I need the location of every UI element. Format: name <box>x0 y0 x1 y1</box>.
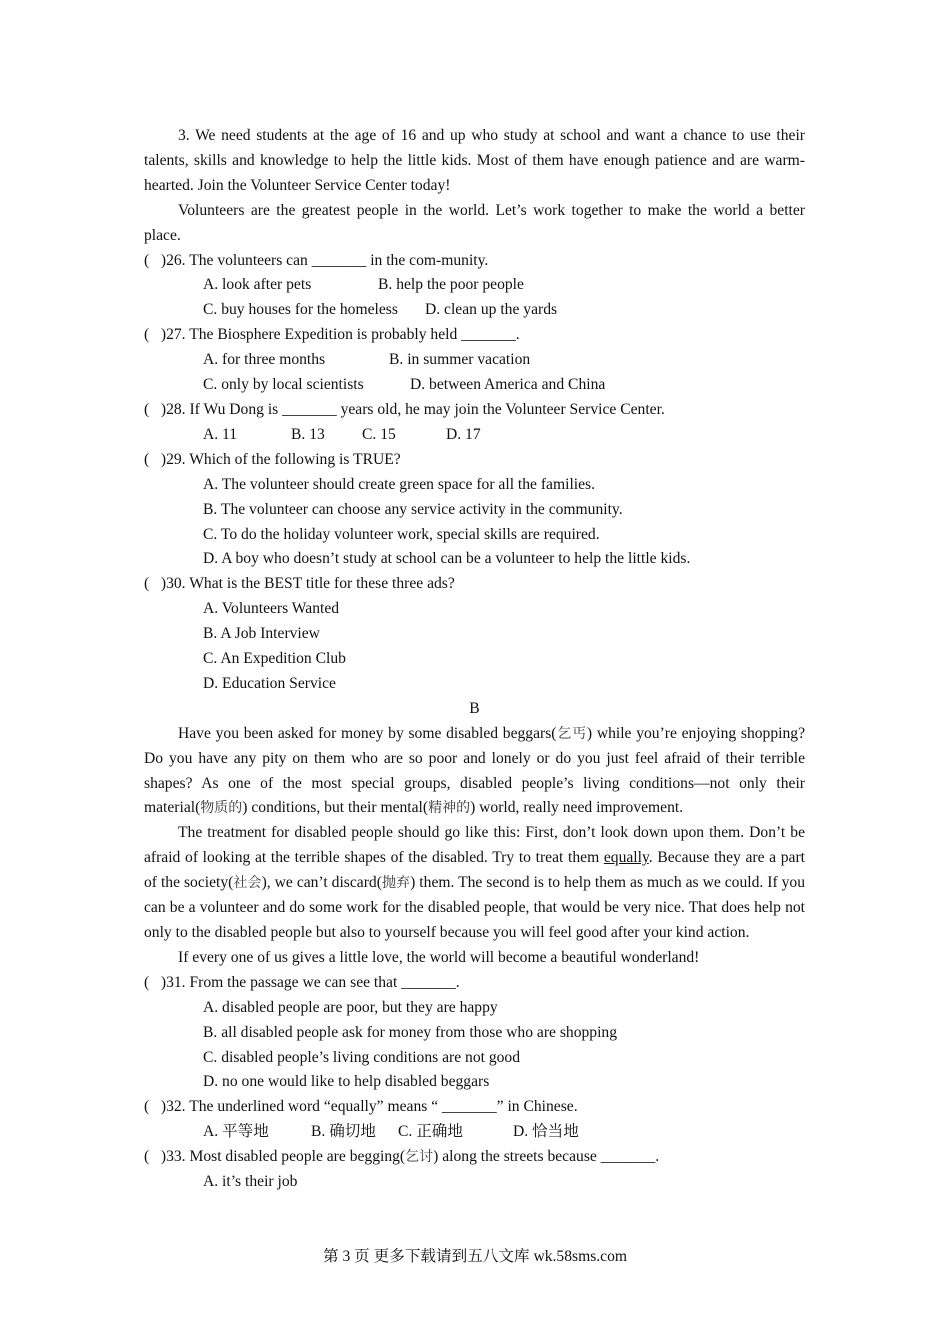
option-d: D. 17 <box>446 425 481 443</box>
chinese-gloss: 抛弃 <box>381 875 411 892</box>
option-b: B. The volunteer can choose any service activity in the community. <box>203 500 623 518</box>
passage-paragraph: Volunteers are the greatest people in the world. Let’s work together to make the world a better place. <box>144 201 805 244</box>
chinese-gloss: 乞丐 <box>556 725 587 742</box>
text: Have you been asked for money by some disabled beggars( <box>178 724 557 742</box>
document-page <box>144 124 805 1195</box>
text: . Because they are a part of the society( <box>144 849 806 892</box>
option-b: B. 确切地 <box>311 1123 376 1141</box>
option-c: C. buy houses for the homeless <box>203 301 398 319</box>
chinese-gloss: 社会 <box>233 875 262 892</box>
option-d: D. A boy who doesn’t study at school can be a volunteer to help the little kids. <box>203 550 691 568</box>
text: The treatment for disabled people should go like this: First, don’t look down upon them. Don’t be afraid of looking at the terrible shapes of the disabled. Try to treat them <box>144 824 805 867</box>
chinese-gloss: 物质的 <box>200 800 243 817</box>
chinese-gloss: 乞讨 <box>405 1149 434 1166</box>
question-28-stem: ( )28. If Wu Dong is _______ years old, he may join the Volunteer Service Center. <box>144 400 665 418</box>
text: ( )33. Most disabled people are begging( <box>144 1148 406 1166</box>
question-32-options <box>203 1120 805 1145</box>
passage-paragraph: 3. We need students at the age of 16 and up who study at school and want a chance to use their talents, skills and knowledge to help the little kids. Most of them have enough patience and are warm-hearted. Join the Volunteer Service Center today! <box>144 127 805 194</box>
passage-paragraph: If every one of us gives a little love, the world will become a beautiful wonderland! <box>178 948 700 966</box>
question-26-options-row-2 <box>203 298 805 323</box>
option-d: D. clean up the yards <box>425 301 558 319</box>
text: ) while you’re enjoying shopping? Do you have any pity on them who are so poor and lonely or do you just feel afraid of their terrible shapes? As one of the most special groups, disabled people’s living conditions—not only their material( <box>144 724 805 817</box>
question-31-stem: ( )31. From the passage we can see that _______. <box>144 973 460 991</box>
underlined-word: equally <box>603 849 649 867</box>
option-b: B. all disabled people ask for money from those who are shopping <box>203 1023 618 1041</box>
option-a: A. disabled people are poor, but they are happy <box>203 998 498 1016</box>
option-a: A. Volunteers Wanted <box>203 600 340 618</box>
text: ) conditions, but their mental( <box>242 799 429 817</box>
option-b: B. 13 <box>291 425 325 443</box>
option-c: C. To do the holiday volunteer work, special skills are required. <box>203 525 600 543</box>
question-26-options-row-1 <box>203 273 805 298</box>
passage-paragraph <box>144 722 805 822</box>
option-c: C. only by local scientists <box>203 376 364 394</box>
option-d: D. no one would like to help disabled beggars <box>203 1073 490 1091</box>
option-a: A. 11 <box>203 425 238 443</box>
option-a: A. for three months <box>203 351 326 369</box>
option-c: C. disabled people’s living conditions are not good <box>203 1048 521 1066</box>
text: ), we can’t discard( <box>261 874 382 892</box>
question-32-stem: ( )32. The underlined word “equally” means “ _______” in Chinese. <box>144 1098 578 1116</box>
chinese-gloss: 精神的 <box>428 800 471 817</box>
question-28-options <box>203 423 805 448</box>
question-33-stem <box>144 1145 805 1170</box>
option-a: A. The volunteer should create green space for all the families. <box>203 475 595 493</box>
question-29-stem: ( )29. Which of the following is TRUE? <box>144 450 401 468</box>
option-d: D. between America and China <box>410 376 606 394</box>
option-a: A. 平等地 <box>203 1123 269 1141</box>
option-a: A. it’s their job <box>203 1173 298 1191</box>
option-c: C. 正确地 <box>398 1123 463 1141</box>
option-a: A. look after pets <box>203 276 312 294</box>
question-27-options-row-1 <box>203 348 805 373</box>
page-footer: 第 3 页 更多下载请到五八文库 wk.58sms.com <box>322 1248 628 1265</box>
option-c: C. 15 <box>362 425 396 443</box>
text: ) along the streets because _______. <box>433 1148 660 1166</box>
question-30-stem: ( )30. What is the BEST title for these three ads? <box>144 575 455 593</box>
text: ) world, really need improvement. <box>470 799 684 817</box>
option-b: B. in summer vacation <box>389 351 531 369</box>
question-27-stem: ( )27. The Biosphere Expedition is probably held _______. <box>144 326 520 344</box>
section-heading: B <box>469 699 480 717</box>
option-b: B. A Job Interview <box>203 625 320 643</box>
option-c: C. An Expedition Club <box>203 650 346 668</box>
question-27-options-row-2 <box>203 373 805 398</box>
text: ) them. The second is to help them as much as we could. If you can be a volunteer and do some work for the disabled people, that would be very nice. That does help not only to the disabled people but also to yourself because you will feel good after your kind action. <box>144 874 806 941</box>
option-b: B. help the poor people <box>378 276 524 294</box>
option-d: D. Education Service <box>203 674 336 692</box>
option-d: D. 恰当地 <box>513 1123 579 1141</box>
passage-paragraph <box>144 821 805 946</box>
question-26-stem: ( )26. The volunteers can _______ in the com-munity. <box>144 251 489 269</box>
